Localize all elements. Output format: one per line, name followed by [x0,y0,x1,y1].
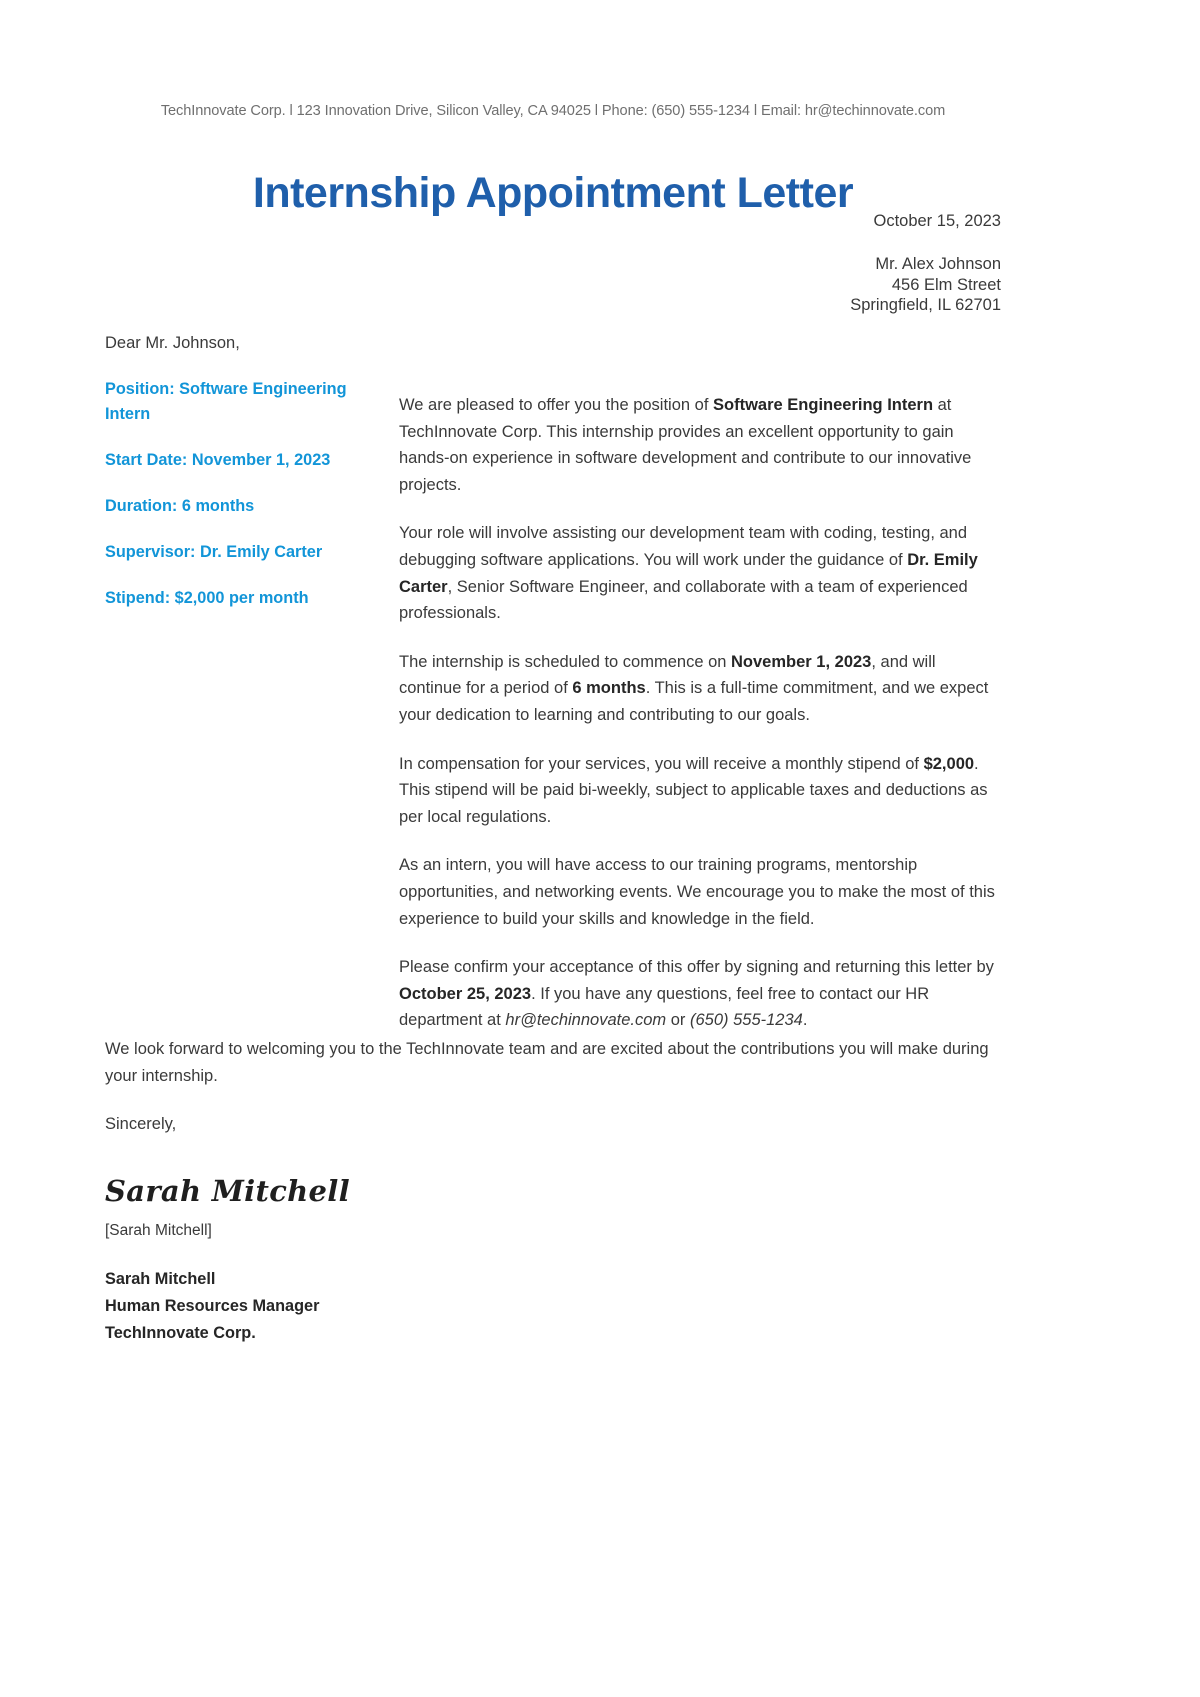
p6-hr-email: hr@techinnovate.com [505,1011,667,1030]
closing-block [105,1036,1001,1347]
p3-start-date-bold: November 1, 2023 [731,652,872,671]
closing-paragraph: We look forward to welcoming you to the TechInnovate team and are excited about the contributions you will make during your internship. [105,1040,989,1085]
detail-duration: Duration: 6 months [105,497,255,515]
page-title: Internship Appointment Letter [252,168,854,217]
key-details-sidebar [105,372,360,611]
p4-stipend-bold: $2,000 [923,754,975,773]
recipient-name: Mr. Alex Johnson [875,255,1001,273]
p2-text-a: Your role will involve assisting our development team with coding, testing, and debugging software applications. You will work under the guidance of [399,524,968,569]
signer-company: TechInnovate Corp. [105,1323,256,1342]
letter-date: October 15, 2023 [873,212,1001,230]
letter-body [399,372,1001,1034]
detail-position: Position: Software Engineering Intern [105,380,347,423]
p1-text-c: at TechInnovate Corp. This internship provides an excellent opportunity to gain hands-on experience in software development and contribute to our innovative projects. [399,396,972,494]
body-paragraph-3 [399,649,1001,729]
p6-text-g: . [802,1011,808,1030]
detail-stipend: Stipend: $2,000 per month [105,589,309,607]
body-paragraph-5: As an intern, you will have access to our training programs, mentorship opportunities, and networking events. We encourage you to make the most of this experience to build your skills and knowledge in the field. [399,856,995,928]
p6-deadline-bold: October 25, 2023 [399,984,532,1003]
signer-title: Human Resources Manager [105,1296,320,1315]
body-paragraph-1 [399,392,1001,498]
handwritten-signature: Sarah Mitchell [105,1173,350,1208]
detail-supervisor: Supervisor: Dr. Emily Carter [105,543,323,561]
signer-name: Sarah Mitchell [105,1269,216,1288]
p6-hr-phone: (650) 555-1234 [690,1011,803,1030]
content-columns [105,372,1001,1034]
p6-text-c: . If you have any questions, feel free to contact our HR department at [399,984,930,1030]
sincerely-line: Sincerely, [105,1115,177,1134]
p4-text-c: . This stipend will be paid bi-weekly, subject to applicable taxes and deductions as per local regulations. [399,754,988,826]
detail-start-date: Start Date: November 1, 2023 [105,451,331,469]
p6-text-e: or [666,1011,690,1030]
body-paragraph-2 [399,520,1001,626]
recipient-address-block [850,254,1001,316]
p1-position-bold: Software Engineering Intern [713,396,934,414]
p2-text-c: , Senior Software Engineer, and collaborate with a team of experienced professionals. [399,577,968,623]
recipient-city: Springfield, IL 62701 [850,296,1001,314]
p3-text-e: . This is a full-time commitment, and we expect your dedication to learning and contributing to our goals. [399,679,989,724]
salutation: Dear Mr. Johnson, [105,334,240,352]
p3-duration-bold: 6 months [572,679,646,698]
p4-text-a: In compensation for your services, you will receive a monthly stipend of [399,754,924,773]
signature-placeholder: [Sarah Mitchell] [105,1221,212,1239]
body-paragraph-6 [399,954,1001,1034]
body-paragraph-4 [399,751,1001,831]
company-contact-header: TechInnovate Corp. l 123 Innovation Drive, Silicon Valley, CA 94025 l Phone: (650) 555-1234 l Email: hr@techinnovate.com [160,103,946,119]
p3-text-a: The internship is scheduled to commence on [399,652,732,671]
signer-details [105,1266,1001,1347]
p1-text-a: We are pleased to offer you the position of [399,396,714,414]
p3-text-c: , and will continue for a period of [399,652,936,698]
p6-text-a: Please confirm your acceptance of this offer by signing and returning this letter by [399,958,994,977]
p2-supervisor-bold: Dr. Emily Carter [399,550,978,596]
recipient-street: 456 Elm Street [891,275,1001,294]
